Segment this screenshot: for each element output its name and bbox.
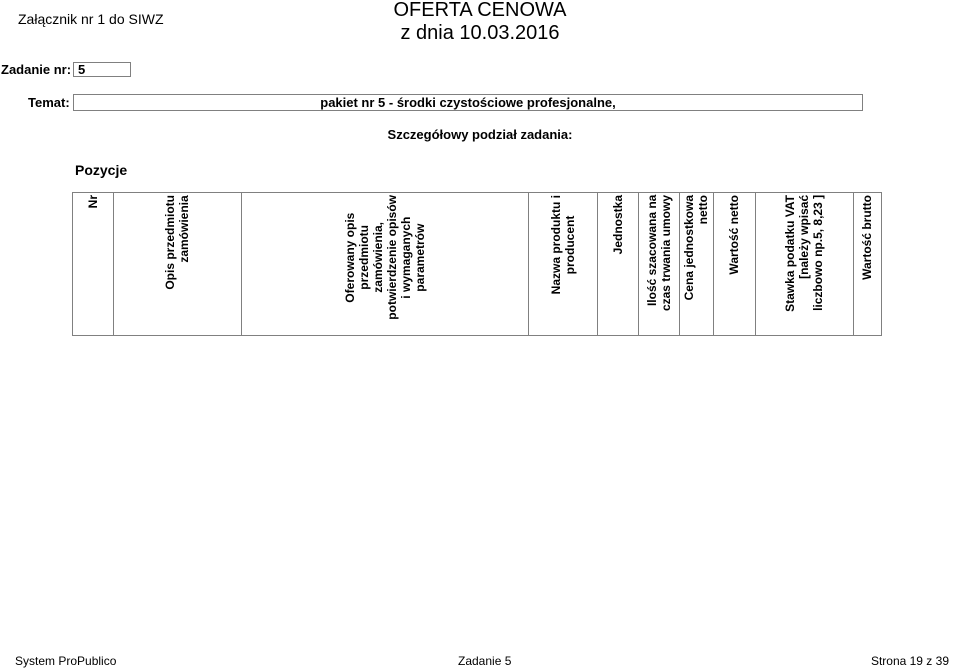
breakdown-heading: Szczegółowy podział zadania: [387, 127, 573, 142]
column-header-net-value [713, 193, 755, 337]
column-header-vat-rate [755, 193, 853, 337]
column-header-label: Nr [86, 195, 100, 209]
column-header-description [113, 193, 241, 337]
column-header-label: Wartość brutto [860, 195, 874, 280]
document-title: OFERTA CENOWA [393, 0, 567, 21]
task-number-label: Zadanie nr: [1, 62, 72, 77]
topic-label: Temat: [28, 95, 70, 110]
column-header-label: Jednostka [610, 195, 625, 255]
column-header-label: Ilość szacowana na czas trwania umowy [644, 195, 673, 312]
column-header-estimated-quantity [638, 193, 679, 337]
column-header-gross-value [853, 193, 881, 337]
topic-field[interactable]: pakiet nr 5 - środki czystościowe profesjonalne, [73, 94, 863, 111]
footer-page-number: Strona 19 z 39 [870, 654, 949, 668]
positions-table [72, 192, 882, 336]
task-number-field[interactable]: 5 [73, 62, 131, 77]
column-header-label: Stawka podatku VAT [należy wpisać liczbowo np.5, 8,23 ] [783, 195, 825, 312]
footer-system: System ProPublico [15, 654, 117, 668]
column-header-label: Wartość netto [727, 195, 741, 275]
column-header-label: Opis przedmiotu zamówienia [163, 195, 191, 290]
column-header-unit-price [679, 193, 713, 337]
column-header-label: Nazwa produktu i producent [548, 195, 577, 295]
positions-heading: Pozycje [75, 162, 128, 178]
column-header-product-name [528, 193, 597, 337]
footer-task: Zadanie 5 [458, 654, 512, 668]
column-header-label: Oferowany opis przedmiotu zamówienia, potwierdzenie opisów i wymaganych parametrów [342, 195, 427, 320]
column-header-offered-description [241, 193, 528, 337]
column-header-nr [73, 193, 113, 337]
attachment-label: Załącznik nr 1 do SIWZ [18, 11, 164, 27]
column-header-unit [597, 193, 638, 337]
column-header-label: Cena jednostkowa netto [682, 195, 710, 301]
document-date: z dnia 10.03.2016 [400, 22, 560, 44]
